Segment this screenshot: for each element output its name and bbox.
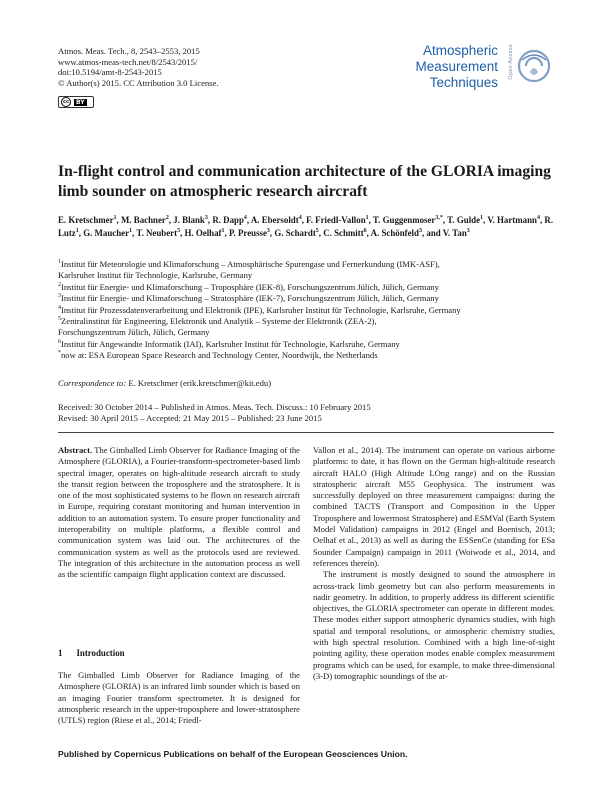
affiliation-line: $^2$Institut für Energie- und Klimaforschung – Troposphäre (IEK-8), Forschungszentrum Jülich, Jülich, Germany xyxy=(58,281,439,292)
author: A. Schönfeld$^3$ xyxy=(370,228,422,238)
affiliation-line: Karlsruher Institut für Technologie, Karlsruhe, Germany xyxy=(58,270,253,281)
author-affiliation-mark: 3 xyxy=(266,228,270,235)
affiliation-line: $^5$Zentralinstitut für Engineering, Elektronik und Analytik – Systeme der Elektronik (ZEA-2), xyxy=(58,316,377,327)
author-affiliation-mark: 3 xyxy=(204,215,208,222)
author-affiliation-mark: 4 xyxy=(298,215,302,222)
affiliation-line: *now at: ESA European Space Research and Technology Center, Noordwijk, the Netherlands xyxy=(58,350,378,361)
author: T. Guggenmoser$^{3,*}$ xyxy=(372,215,443,225)
right-paragraph-1: Vallon et al., 2014). The instrument can operate on various airborne platforms: to date, it has flown on the German high-altitude research aircraft HALO (High Altitude LOng range) and on the Russian stratospheric aircraft M55 Geophysica. The instrument was successfully deployed on three measurement campaigns: during the combined TACTS (Transport and Composition in the Upper Troposphere and lowermost Stratosphere) and ESMVal (Earth System Model Validation) campaigns in 2012 (Engel and Boenisch, 2013; Oelhaf et al., 2013) as well as during the ESSenCe (standing for ESa Sounder Campaign) campaign in 2011 (Woiwode et al., 2014, and references therein). xyxy=(313,445,555,568)
abstract-text: The Gimballed Limb Observer for Radiance Imaging of the Atmosphere (GLORIA), a Fourier-transform-spectrometer-based limb spectral imager, operates on high-altitude research aircraft to study the transit region between the troposphere and the stratosphere. It is one of the most sophisticated systems to be flown on research aircraft in Europe, requiring constant monitoring and human intervention in addition to an automation system. To ensure proper functionality and interoperability on multiple platforms, a flexible control and communication system was laid out. The architectures of the communication system as well as the protocols used are reviewed. The integration of this architecture in the automation process as well as the scientific campaign flight application context are discussed. xyxy=(58,445,301,580)
citation-block xyxy=(58,46,219,88)
journal-url[interactable]: www.atmos-meas-tech.net/8/2543/2015/ xyxy=(58,56,198,67)
author: T. Neubert$^5$ xyxy=(136,228,181,238)
intro-paragraph: The Gimballed Limb Observer for Radiance Imaging of the Atmosphere (GLORIA) is an infrared limb sounder which is based on an imaging Fourier transform spectrometer. It is designed for atmospheric research in the upper-troposphere and lower-stratosphere (UTLS) region (Riese et al., 2014; Friedl- xyxy=(58,670,300,726)
author-affiliation-mark: 4 xyxy=(536,215,540,222)
author-affiliation-mark: 2 xyxy=(165,215,169,222)
section-heading xyxy=(58,648,125,658)
affiliation-mark: 6 xyxy=(58,338,61,345)
paper-title: In-flight control and communication architecture of the GLORIA imaging limb sounder on atmospheric research aircraft xyxy=(58,163,551,200)
author-affiliation-mark: 1 xyxy=(221,228,225,235)
citation: Atmos. Meas. Tech., 8, 2543–2553, 2015 xyxy=(58,46,200,56)
affiliation-mark: 1 xyxy=(58,259,61,266)
abstract xyxy=(58,445,300,581)
license: © Author(s) 2015. CC Attribution 3.0 License. xyxy=(58,77,219,88)
author-affiliation-mark: 5 xyxy=(315,228,319,235)
journal-name-line2: Measurement xyxy=(415,59,498,74)
author: A. Ebersoldt$^4$ xyxy=(250,215,302,225)
author-affiliation-mark: 3,* xyxy=(435,215,443,222)
affiliations xyxy=(58,259,558,362)
correspondence xyxy=(58,378,271,388)
right-paragraph-2: The instrument is mostly designed to sound the atmosphere in across-track limb geometry but can also perform measurements in nadir geometry. In addition, to properly address its different scientific objectives, the GLORIA spectrometer can operate in different modes. These modes either support atmospheric dynamics studies, with high spatial and temporal resolutions, or atmospheric chemistry studies, with high spectral resolution. Combined with a high line-of-sight pointing agility, these operation modes enable complex measurement programs which can be used, for example, to make three-dimensional (3-D) tomographic soundings of the at- xyxy=(313,569,555,681)
author-affiliation-mark: 1 xyxy=(365,215,369,222)
author: G. Maucher$^1$ xyxy=(83,228,133,238)
journal-name xyxy=(415,43,498,91)
doi[interactable]: doi:10.5194/amt-8-2543-2015 xyxy=(58,67,162,78)
dates-line-2: Revised: 30 April 2015 – Accepted: 21 May 2015 – Published: 23 June 2015 xyxy=(58,413,322,423)
author: P. Preusse$^3$ xyxy=(228,228,270,238)
author: G. Schardt$^5$ xyxy=(274,228,319,238)
affiliation-line: $^4$Institut für Prozessdatenverarbeitung und Elektronik (IPE), Karlsruher Institut für Technologie, Karlsruhe, Germany xyxy=(58,304,461,315)
author-list: E. Kretschmer$^1$, M. Bachner$^2$, J. Blank$^3$, R. Dapp$^4$, A. Ebersoldt$^4$, F. Friedl-Vallon$^1$, T. Guggenmoser$^{3,*}$, T. Gulde$^1$, V. Hartmann$^4$, R. Lutz$^1$, G. Maucher$^1$, T. Neubert$^5$, H. Oelhaf$^1$, P. Preusse$^3$, G. Schardt$^5$, C. Schmitt$^6$, A. Schönfeld$^3$, and V. Tan$^3$ xyxy=(58,215,554,238)
correspondence-contact[interactable]: E. Kretschmer (erik.kretschmer@kit.edu) xyxy=(128,378,272,388)
author-affiliation-mark: 1 xyxy=(480,215,484,222)
affiliation-line: $^6$Institut für Angewandte Informatik (IAI), Karlsruher Institut für Technologie, Karlsruhe, Germany xyxy=(58,338,400,349)
publisher-footer: Published by Copernicus Publications on behalf of the European Geosciences Union. xyxy=(58,749,408,759)
author: M. Bachner$^2$ xyxy=(120,215,169,225)
author-affiliation-mark: 6 xyxy=(363,228,367,235)
open-access-label: Open Access xyxy=(508,44,514,80)
journal-name-line3: Techniques xyxy=(429,75,498,90)
author: T. Gulde$^1$ xyxy=(447,215,484,225)
author: R. Dapp$^4$ xyxy=(212,215,247,225)
author-affiliation-mark: 1 xyxy=(129,228,133,235)
affiliation-mark: 4 xyxy=(58,304,61,311)
author: H. Oelhaf$^1$ xyxy=(184,228,225,238)
affiliation-mark: 3 xyxy=(58,293,61,300)
cc-license-badge[interactable] xyxy=(58,96,94,108)
journal-name-line1: Atmospheric xyxy=(422,43,498,58)
abstract-label: Abstract. xyxy=(58,445,93,455)
author-affiliation-mark: 1 xyxy=(113,215,117,222)
author-affiliation-mark: 4 xyxy=(243,215,247,222)
affiliation-line: Forschungszentrum Jülich, Jülich, Germany xyxy=(58,327,210,338)
section-title: Introduction xyxy=(76,648,125,658)
author: F. Friedl-Vallon$^1$ xyxy=(306,215,369,225)
affiliation-mark: 5 xyxy=(58,316,61,323)
correspondence-label: Correspondence to: xyxy=(58,378,127,388)
journal-logo xyxy=(382,42,552,102)
author-affiliation-mark: 3 xyxy=(466,228,470,235)
author: R. Lutz$^1$ xyxy=(58,215,554,238)
cc-icon: cc xyxy=(61,97,71,107)
author-affiliation-mark: 3 xyxy=(418,228,422,235)
egu-logo-icon xyxy=(516,46,552,90)
author: C. Schmitt$^6$ xyxy=(323,228,367,238)
divider xyxy=(58,432,554,433)
author: J. Blank$^3$ xyxy=(173,215,208,225)
author: V. Hartmann$^4$ xyxy=(487,215,540,225)
right-column xyxy=(313,445,555,682)
author: E. Kretschmer$^1$ xyxy=(58,215,117,225)
affiliation-mark: 2 xyxy=(58,281,61,288)
affiliation-line: $^3$Institut für Energie- und Klimaforschung – Stratosphäre (IEK-7), Forschungszentrum Jülich, Jülich, Germany xyxy=(58,293,439,304)
author: and V. Tan$^3$ xyxy=(426,228,470,238)
cc-by-label: BY xyxy=(76,98,85,106)
section-number: 1 xyxy=(58,648,63,658)
dates-line-1: Received: 30 October 2014 – Published in Atmos. Meas. Tech. Discuss.: 10 February 2015 xyxy=(58,402,371,412)
publication-dates xyxy=(58,402,371,424)
author-affiliation-mark: 1 xyxy=(75,228,79,235)
affiliation-line: $^1$Institut für Meteorologie und Klimaforschung – Atmosphärische Spurengase und Fernerkundung (IMK-ASF), xyxy=(58,259,440,269)
affiliation-mark: * xyxy=(58,350,61,357)
author-affiliation-mark: 5 xyxy=(177,228,181,235)
